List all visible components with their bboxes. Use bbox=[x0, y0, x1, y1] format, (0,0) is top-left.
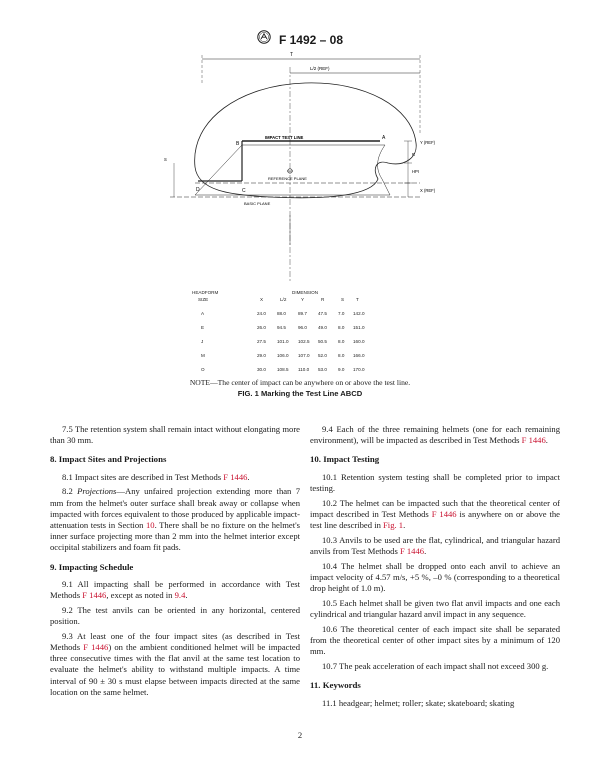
page-number: 2 bbox=[297, 730, 303, 740]
table-cell: 8.0 bbox=[338, 325, 345, 330]
table-cell: 9.0 bbox=[338, 367, 345, 372]
paragraph-10-2: 10.2 The helmet can be impacted such that the theoretical center of impact described in Test Methods F 1446 is anywhere on or above the test line described in Fig. 1. bbox=[310, 497, 560, 531]
table-cell: 151.0 bbox=[353, 325, 365, 330]
table-cell: 7.0 bbox=[338, 311, 345, 316]
table-cell: 8.0 bbox=[338, 339, 345, 344]
point-a-label: A bbox=[382, 135, 386, 141]
section-10-heading: 10. Impact Testing bbox=[310, 454, 380, 465]
table-cell: 27.5 bbox=[257, 339, 266, 344]
dim-y-label: Y (REF) bbox=[420, 140, 436, 145]
right-column bbox=[310, 424, 560, 712]
dim-l2-label: L/2 (REF) bbox=[310, 66, 330, 71]
ref-link[interactable]: F 1446 bbox=[431, 508, 457, 519]
ref-link[interactable]: F 1446 bbox=[83, 642, 109, 653]
point-c-label: C bbox=[242, 188, 246, 194]
dim-hpi-label: HPI bbox=[412, 169, 419, 174]
table-cell: 166.0 bbox=[353, 353, 365, 358]
ref-link[interactable]: 10 bbox=[146, 520, 155, 531]
table-cell: 108.5 bbox=[277, 367, 289, 372]
paragraph-9-1: 9.1 All impacting shall be performed in accordance with Test Methods F 1446, except as noted in 9.4. bbox=[50, 578, 300, 601]
left-column bbox=[50, 424, 300, 702]
paragraph-8-1: 8.1 Impact sites are described in Test Methods F 1446. bbox=[62, 471, 250, 482]
impact-test-line-label: IMPACT TEST LINE bbox=[265, 135, 304, 140]
table-cell: 106.0 bbox=[277, 353, 289, 358]
paragraph-10-3: 10.3 Anvils to be used are the flat, cylindrical, and triangular hazard anvils from Test Methods F 1446. bbox=[310, 534, 560, 557]
table-headform-header: HEADFORM bbox=[192, 290, 219, 295]
reference-plane-label: REFERENCE PLANE bbox=[268, 176, 307, 181]
point-b-label: B bbox=[236, 141, 240, 147]
paragraph-9-2: 9.2 The test anvils can be oriented in any horizontal, centered position. bbox=[50, 604, 300, 627]
table-row-size: A bbox=[201, 311, 205, 316]
table-cell: 170.0 bbox=[353, 367, 365, 372]
ref-link[interactable]: F 1446 bbox=[82, 590, 107, 601]
table-cell: 89.7 bbox=[298, 311, 307, 316]
section-9-heading: 9. Impacting Schedule bbox=[50, 561, 134, 572]
paragraph-9-4: 9.4 Each of the three remaining helmets (one for each remaining environment), will be impacted as described in Test Methods F 1446. bbox=[310, 424, 560, 446]
table-cell: 102.5 bbox=[298, 339, 310, 344]
paragraph-8-2: 8.2 Projections—Any unfaired projection extending more than 7 mm from the helmet's outer surface shall break away or collapse when impacted with forces equivalent to those produced by applicable impact-attenuation tests in Section 10. There shall be no fixture on the helmet's inner surface projecting more than 2 mm into the helmet interior except occipital stabilizers and foam fit pads. bbox=[50, 486, 300, 553]
dim-s-label: S bbox=[164, 157, 167, 162]
paragraph-10-4: 10.4 The helmet shall be dropped onto each anvil to achieve an impact velocity of 4.57 m/s, +5 %, –0 % (corresponding to a theoretical drop height of 1.0 m). bbox=[310, 560, 560, 594]
table-cell: 107.0 bbox=[298, 353, 310, 358]
section-11-heading: 11. Keywords bbox=[310, 680, 361, 691]
table-col-header: X bbox=[260, 297, 264, 302]
table-cell: 101.0 bbox=[277, 339, 289, 344]
table-cell: 24.0 bbox=[257, 311, 266, 316]
paragraph-10-7: 10.7 The peak acceleration of each impact shall not exceed 300 g. bbox=[322, 661, 549, 672]
paragraph-11-1: 11.1 headgear; helmet; roller; skate; skateboard; skating bbox=[322, 697, 515, 708]
table-cell: 29.0 bbox=[257, 353, 266, 358]
table-cell: 94.5 bbox=[277, 325, 286, 330]
table-cell: 110.0 bbox=[298, 367, 310, 372]
basic-plane-label: BASIC PLANE bbox=[244, 201, 271, 206]
figure-note: NOTE—The center of impact can be anywhere on or above the test line. bbox=[189, 378, 411, 387]
table-cell: 8.0 bbox=[338, 353, 345, 358]
figure-caption: FIG. 1 Marking the Test Line ABCD bbox=[237, 389, 363, 398]
helmet-test-line-figure bbox=[150, 45, 470, 295]
table-dimension-header: DIMENSION bbox=[292, 290, 319, 295]
table-cell: 30.0 bbox=[257, 367, 266, 372]
table-row-size: E bbox=[201, 325, 205, 330]
ref-link[interactable]: Fig. 1 bbox=[383, 520, 404, 531]
dim-r-label: R bbox=[412, 152, 416, 157]
paragraph-9-3: 9.3 At least one of the four impact sites (as described in Test Methods F 1446) on the ambient conditioned helmet will be impacted three consecutive times with the flat anvil at the same test location to evaluate the helmet's ability to withstand multiple impacts. A time interval of 90 ± 30 s must elapse between impacts directed at the same location on the same helmet. bbox=[50, 630, 300, 697]
table-cell: 88.0 bbox=[277, 311, 286, 316]
document-designation: F 1492 – 08 bbox=[278, 32, 344, 47]
paragraph-7-5: 7.5 The retention system shall remain intact without elongating more than 30 mm. bbox=[50, 424, 300, 446]
ref-link[interactable]: 9.4 bbox=[174, 590, 186, 601]
table-cell: 53.0 bbox=[318, 367, 327, 372]
table-cell: 50.5 bbox=[318, 339, 327, 344]
ref-link[interactable]: F 1446 bbox=[399, 546, 425, 557]
table-cell: 52.0 bbox=[318, 353, 327, 358]
table-col-header: T bbox=[356, 297, 359, 302]
paragraph-10-1: 10.1 Retention system testing shall be completed prior to impact testing. bbox=[310, 471, 560, 493]
table-cell: 96.0 bbox=[298, 325, 307, 330]
point-d-label: D bbox=[196, 187, 200, 193]
dim-x-label: X (REF) bbox=[420, 188, 436, 193]
paragraph-10-5: 10.5 Each helmet shall be given two flat anvil impacts and one each cylindrical and triangular hazard anvil impact in any sequence. bbox=[310, 598, 560, 620]
table-row-size: M bbox=[201, 353, 205, 358]
table-cell: 47.5 bbox=[318, 311, 327, 316]
table-size-header: SIZE bbox=[198, 297, 209, 302]
paragraph-10-6: 10.6 The theoretical center of each impact site shall be separated from the theoretical center of other impact sites by a minimum of 120 mm. bbox=[310, 624, 560, 657]
ref-link[interactable]: F 1446 bbox=[223, 471, 248, 482]
table-row-size: O bbox=[201, 367, 205, 372]
table-col-header: Y bbox=[301, 297, 305, 302]
table-cell: 160.0 bbox=[353, 339, 365, 344]
dim-t-label: T bbox=[290, 52, 294, 58]
table-col-header: S bbox=[341, 297, 345, 302]
table-col-header: R bbox=[321, 297, 325, 302]
table-row-size: J bbox=[201, 339, 204, 344]
table-cell: 142.0 bbox=[353, 311, 365, 316]
section-8-heading: 8. Impact Sites and Projections bbox=[50, 454, 167, 465]
table-cell: 49.0 bbox=[318, 325, 327, 330]
table-col-header: L/2 bbox=[280, 297, 287, 302]
ref-link[interactable]: F 1446 bbox=[521, 435, 546, 446]
table-cell: 26.0 bbox=[257, 325, 266, 330]
